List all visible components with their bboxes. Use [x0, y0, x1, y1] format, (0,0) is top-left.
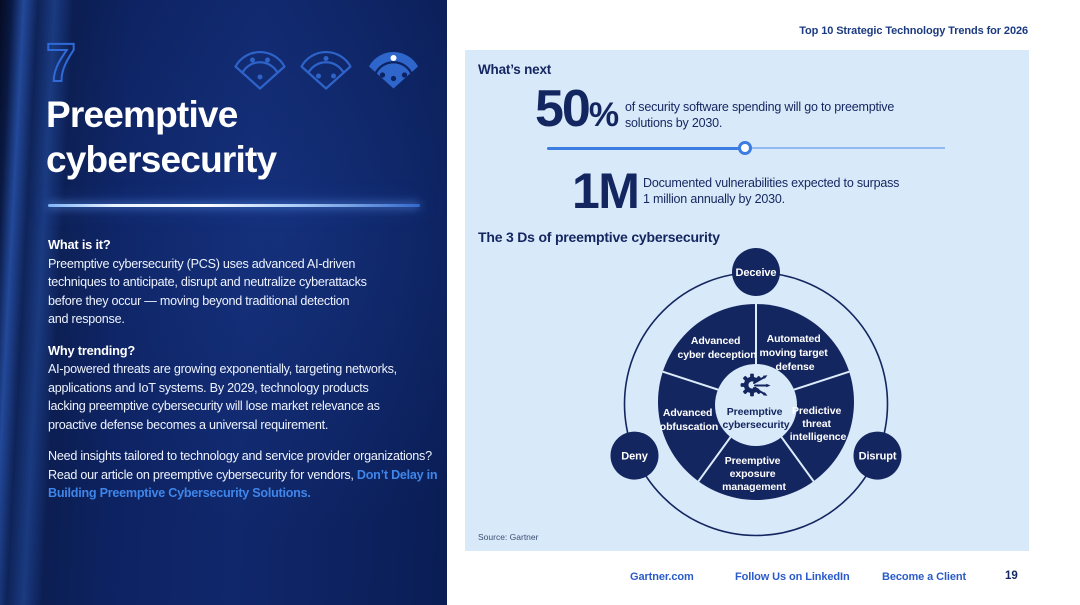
- segment-label-advanced-cyber-deception: Advanced cyber deception: [677, 335, 757, 361]
- cta-text: Need insights tailored to technology and service provider organizations? Read our article on preemptive cybersecurity for vendors, Don’t Delay in Building Preemptive Cybersecurity Solutions.: [48, 449, 438, 500]
- why-trending-text: AI-powered threats are growing exponentially, targeting networks, applications and IoT systems. By 2029, technology products lacking preemptive cybersecurity will lose market relevance as proactive defense becomes a universal requirement.: [48, 362, 397, 432]
- title-divider: [48, 204, 420, 207]
- whats-next-panel: [465, 50, 1029, 551]
- node-deceive: [732, 248, 780, 296]
- why-trending-heading: Why trending?: [48, 342, 135, 358]
- what-is-it-text: Preemptive cybersecurity (PCS) uses advanced AI-driven techniques to anticipate, disrupt and neutralize cyberattacks before they occur — moving beyond traditional detection and response.: [48, 256, 367, 326]
- svg-text:Deceive: Deceive: [735, 267, 777, 279]
- fan-eye-outline-icon-2: [298, 50, 354, 90]
- segment-label-automated-moving-target-defense: Automated moving target defense: [759, 333, 828, 373]
- report-header: Top 10 Strategic Technology Trends for 2026: [799, 25, 1028, 37]
- diagram-title: The 3 Ds of preemptive cybersecurity: [478, 229, 720, 245]
- node-disrupt: [854, 432, 902, 480]
- page-title-line2: cybersecurity: [46, 139, 277, 180]
- left-panel: [0, 0, 447, 605]
- gartner-com-link[interactable]: Gartner.com: [630, 571, 694, 583]
- center-label: Preemptive cybersecurity: [722, 406, 790, 431]
- three-ds-diagram: [576, 242, 936, 552]
- slider-track-empty: [739, 147, 945, 149]
- body-copy: [48, 236, 448, 503]
- page-title-line1: Preemptive: [46, 94, 238, 135]
- what-is-it-heading: What is it?: [48, 237, 111, 252]
- percent-sign: %: [588, 96, 619, 134]
- stat-50-percent: 50%: [535, 80, 619, 138]
- fan-eye-filled-icon: [364, 50, 423, 90]
- page-title: [46, 92, 276, 182]
- segment-label-advanced-obfuscation: Advanced obfuscation: [659, 407, 719, 433]
- stat-1m: 1M: [572, 163, 639, 219]
- svg-text:Deny: Deny: [621, 450, 648, 463]
- segment-label-preemptive-exposure-management: Preemptive exposure management: [722, 455, 786, 493]
- progress-slider: [547, 141, 945, 155]
- whats-next-label: What’s next: [478, 62, 552, 77]
- node-deny: [611, 432, 659, 480]
- segment-label-predictive-threat-intelligence: Predictive threat intelligence: [789, 405, 847, 443]
- fan-eye-outline-icon-1: [232, 50, 288, 90]
- linkedin-link[interactable]: Follow Us on LinkedIn: [735, 571, 850, 583]
- fan-icons: [232, 50, 423, 90]
- trend-number: 7: [46, 33, 77, 93]
- svg-text:Disrupt: Disrupt: [858, 450, 897, 463]
- become-client-link[interactable]: Become a Client: [882, 571, 967, 583]
- source-note: Source: Gartner: [478, 532, 539, 542]
- cta-link[interactable]: Don’t Delay in Building Preemptive Cybersecurity Solutions.: [48, 467, 438, 500]
- slider-track-filled: [547, 147, 739, 151]
- center-circle: [715, 364, 797, 446]
- slider-knob: [738, 141, 752, 155]
- stat-50-description: of security software spending will go to preemptive solutions by 2030.: [625, 100, 895, 130]
- page-number: 19: [1005, 570, 1018, 582]
- stat-1m-description: Documented vulnerabilities expected to surpass 1 million annually by 2030.: [643, 176, 900, 206]
